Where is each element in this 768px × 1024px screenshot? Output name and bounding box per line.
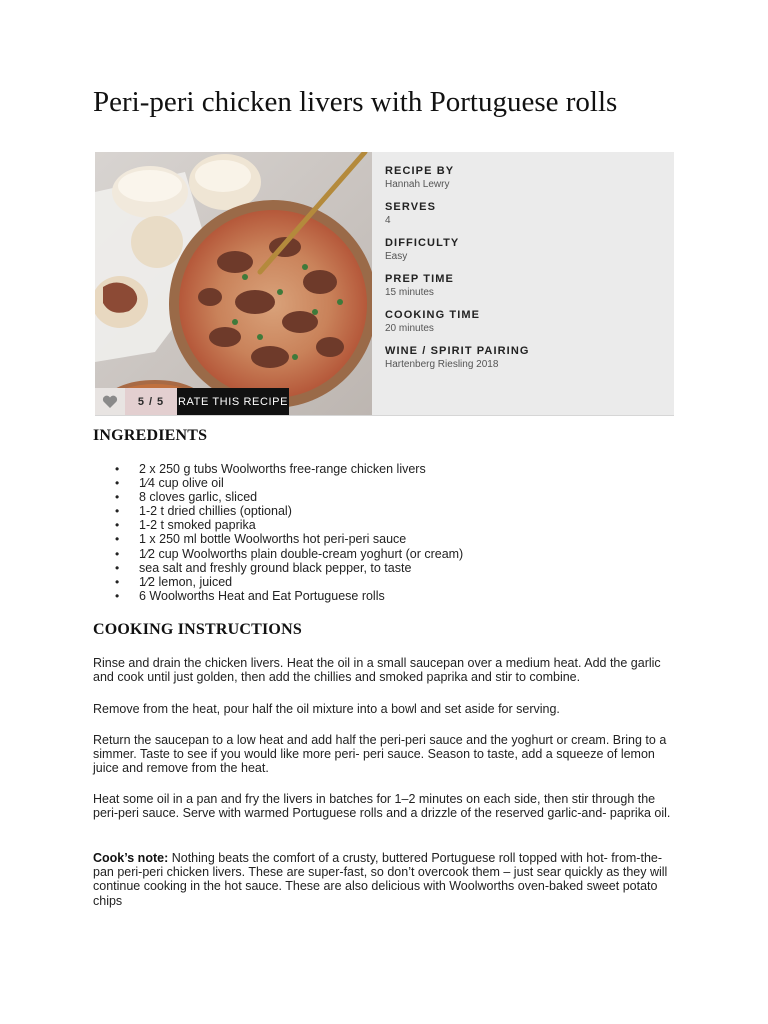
info-cooking-time (385, 308, 674, 336)
instructions-heading: COOKING INSTRUCTIONS (93, 621, 302, 638)
info-difficulty (385, 236, 674, 264)
recipe-info-panel (372, 152, 674, 415)
info-value: Easy (385, 251, 408, 262)
favourite-button[interactable] (95, 388, 125, 415)
info-value: 4 (385, 215, 391, 226)
heart-icon (102, 395, 118, 409)
instruction-step-3: Return the saucepan to a low heat and add half the peri-peri sauce and the yoghurt or cream. Bring to a simmer. Taste to see if you would like more peri- peri sauce. Season to taste, add a squeeze of lemon juice and remove from the heat. (93, 733, 667, 776)
info-label: COOKING TIME (385, 309, 481, 321)
info-value: Hannah Lewry (385, 179, 450, 190)
list-item: • 2 x 250 g tubs Woolworths free-range chicken livers (139, 462, 739, 476)
recipe-hero (95, 152, 674, 416)
list-item: • 8 cloves garlic, sliced (139, 490, 739, 504)
info-label: RECIPE BY (385, 165, 455, 177)
list-item: • 1-2 t smoked paprika (139, 518, 739, 532)
ingredients-list (93, 462, 739, 603)
rating-max: 5 (157, 395, 165, 408)
list-item: • 1⁄2 cup Woolworths plain double-cream yoghurt (or cream) (139, 547, 739, 561)
info-label: DIFFICULTY (385, 237, 460, 249)
cooks-note-text: Nothing beats the comfort of a crusty, buttered Portuguese roll topped with hot- from-the-pan peri-peri chicken livers. These are super-fast, so don’t overcook them – just sear quickly as they will continue cooking in the hot sauce. These are also delicious with Woolworths oven-baked sweet potato chips (93, 851, 668, 908)
cooks-note-label: Cook’s note: (93, 851, 169, 865)
info-wine-pairing (385, 344, 674, 372)
rating-score (125, 388, 177, 415)
rating-value: 5 (137, 395, 145, 408)
info-value: Hartenberg Riesling 2018 (385, 359, 499, 370)
list-item: • 1⁄4 cup olive oil (139, 476, 739, 490)
info-label: PREP TIME (385, 273, 454, 285)
info-label: WINE / SPIRIT PAIRING (385, 345, 530, 357)
info-value: 20 minutes (385, 323, 434, 334)
ingredients-heading: INGREDIENTS (93, 427, 208, 444)
list-item: • 1 x 250 ml bottle Woolworths hot peri-peri sauce (139, 532, 739, 546)
page-title: Peri-peri chicken livers with Portuguese rolls (93, 86, 618, 118)
rate-this-recipe-button[interactable]: RATE THIS RECIPE (177, 388, 289, 415)
info-recipe-by (385, 164, 674, 192)
info-value: 15 minutes (385, 287, 434, 298)
list-item: • 1-2 t dried chillies (optional) (139, 504, 739, 518)
list-item: • sea salt and freshly ground black pepper, to taste (139, 561, 739, 575)
rating-separator: / (148, 395, 154, 408)
info-prep-time (385, 272, 674, 300)
instruction-step-1: Rinse and drain the chicken livers. Heat the oil in a small saucepan over a medium heat. Add the garlic and cook until just golden, then add the chillies and smoked paprika and stir to combine. (93, 656, 661, 685)
info-serves (385, 200, 674, 228)
instruction-step-2: Remove from the heat, pour half the oil mixture into a bowl and set aside for serving. (93, 702, 560, 716)
list-item: • 6 Woolworths Heat and Eat Portuguese rolls (139, 589, 739, 603)
rating-bar (95, 388, 289, 415)
recipe-photo (95, 152, 372, 415)
list-item: • 1⁄2 lemon, juiced (139, 575, 739, 589)
info-label: SERVES (385, 201, 437, 213)
instruction-step-4: Heat some oil in a pan and fry the livers in batches for 1–2 minutes on each side, then stir through the peri-peri sauce. Serve with warmed Portuguese rolls and a drizzle of the reserved garlic-and- paprika oil. (93, 792, 671, 821)
recipe-photo-illustration (95, 152, 372, 415)
cooks-note (93, 851, 681, 908)
